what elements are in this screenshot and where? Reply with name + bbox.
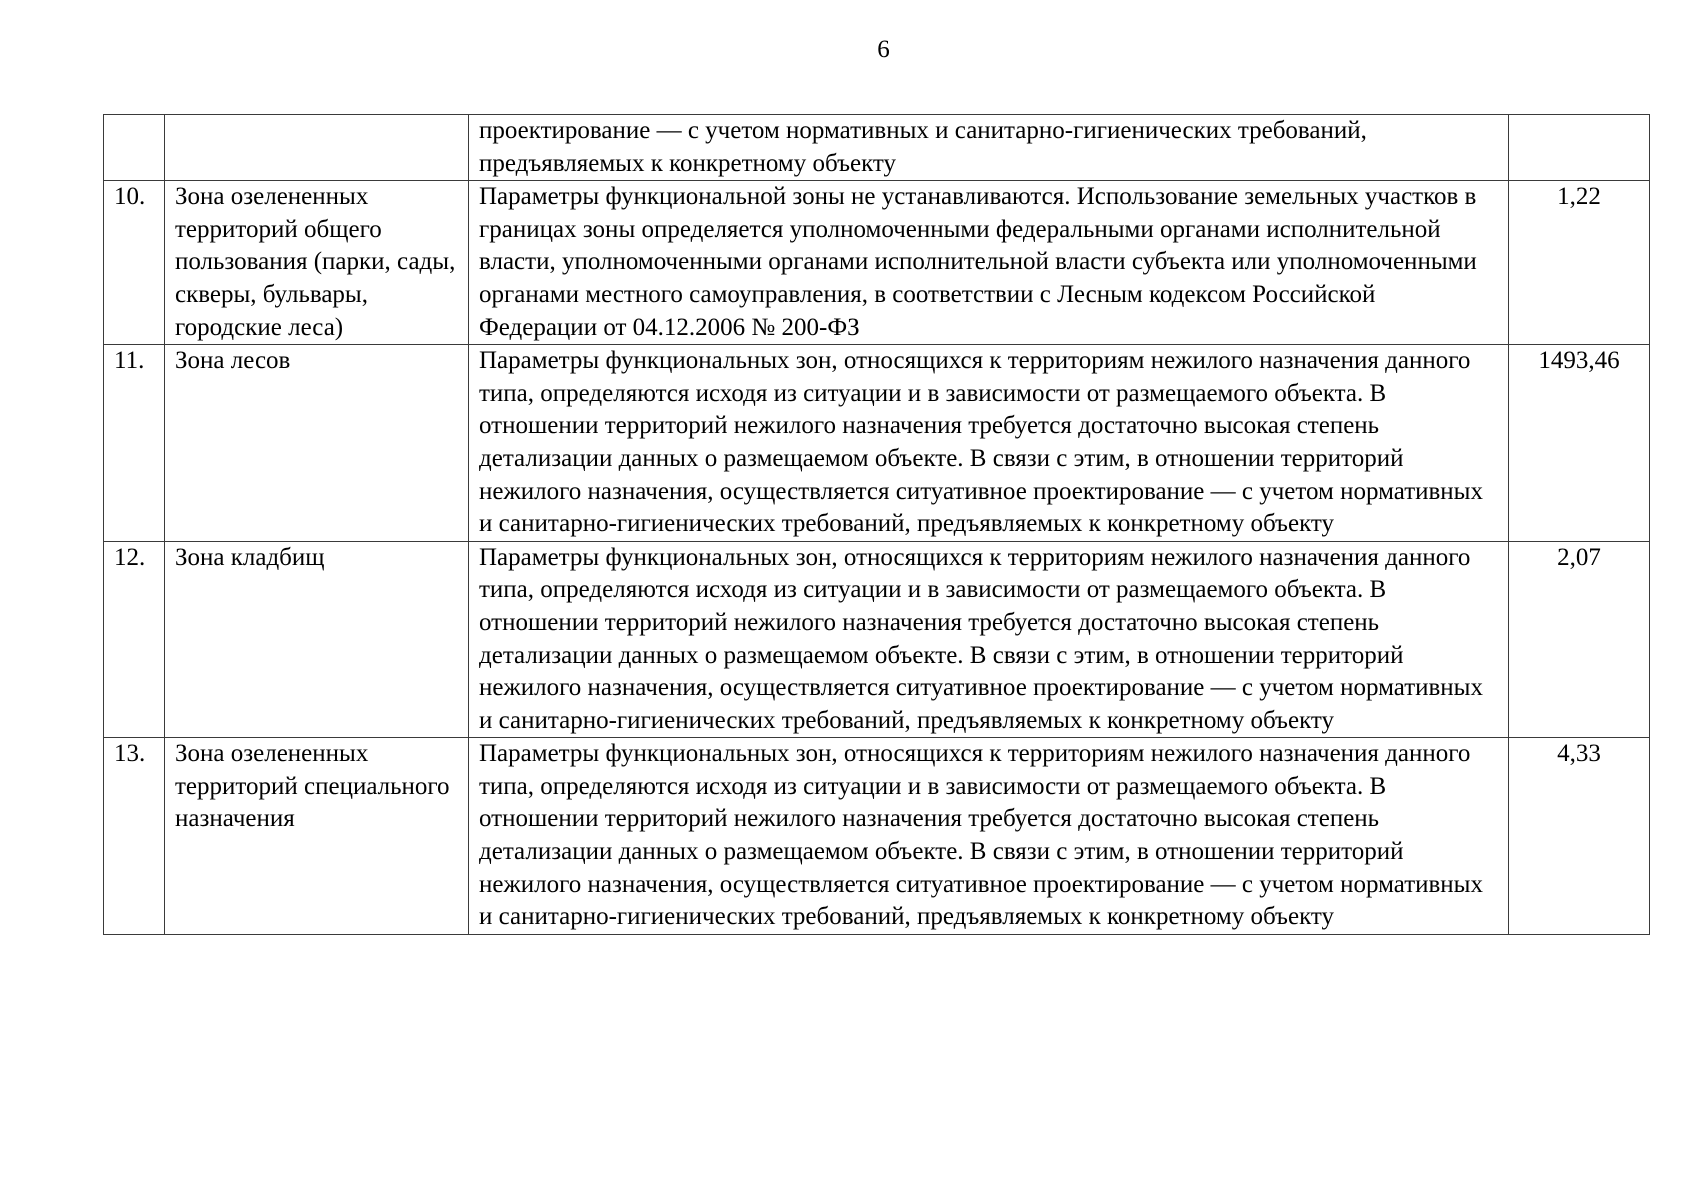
- zone-area-cell: 2,07: [1509, 541, 1650, 738]
- table-row: [104, 181, 1650, 345]
- zone-area-cell: [1509, 115, 1650, 181]
- zone-parameters-cell: Параметры функциональных зон, относящихся к территориям нежилого назначения данного типа, определяются исходя из ситуации и в зависимости от размещаемого объекта. В отношении территорий нежилого назначения требуется достаточно высокая степень детализации данных о размещаемом объекте. В связи с этим, в отношении территорий нежилого назначения, осуществляется ситуативное проектирование — с учетом нормативных и санитарно-гигиенических требований, предъявляемых к конкретному объекту: [469, 345, 1509, 542]
- row-number-cell: [104, 115, 165, 181]
- zone-name-cell: Зона озелененных территорий общего пользования (парки, сады, скверы, бульвары, городские леса): [165, 181, 469, 345]
- zone-area-cell: 1493,46: [1509, 345, 1650, 542]
- table-row: [104, 345, 1650, 542]
- zone-area-cell: 1,22: [1509, 181, 1650, 345]
- table-row: [104, 115, 1650, 181]
- zone-parameters-cell: Параметры функциональных зон, относящихся к территориям нежилого назначения данного типа, определяются исходя из ситуации и в зависимости от размещаемого объекта. В отношении территорий нежилого назначения требуется достаточно высокая степень детализации данных о размещаемом объекте. В связи с этим, в отношении территорий нежилого назначения, осуществляется ситуативное проектирование — с учетом нормативных и санитарно-гигиенических требований, предъявляемых к конкретному объекту: [469, 738, 1509, 935]
- zone-name-cell: Зона озелененных территорий специального назначения: [165, 738, 469, 935]
- zone-parameters-cell: Параметры функциональной зоны не устанавливаются. Использование земельных участков в границах зоны определяется уполномоченными федеральными органами исполнительной власти, уполномоченными органами исполнительной власти субъекта или уполномоченными органами местного самоуправления, в соответствии с Лесным кодексом Российской Федерации от 04.12.2006 № 200-ФЗ: [469, 181, 1509, 345]
- row-number-cell: 10.: [104, 181, 165, 345]
- row-number-cell: 13.: [104, 738, 165, 935]
- zone-name-cell: Зона кладбищ: [165, 541, 469, 738]
- zone-area-cell: 4,33: [1509, 738, 1650, 935]
- zone-parameters-cell: проектирование — с учетом нормативных и санитарно-гигиенических требований, предъявляемых к конкретному объекту: [469, 115, 1509, 181]
- table-row: [104, 738, 1650, 935]
- zones-table: [103, 114, 1650, 935]
- zone-name-cell: Зона лесов: [165, 345, 469, 542]
- row-number-cell: 12.: [104, 541, 165, 738]
- page-number: 6: [877, 36, 890, 63]
- row-number-cell: 11.: [104, 345, 165, 542]
- zone-parameters-cell: Параметры функциональных зон, относящихся к территориям нежилого назначения данного типа, определяются исходя из ситуации и в зависимости от размещаемого объекта. В отношении территорий нежилого назначения требуется достаточно высокая степень детализации данных о размещаемом объекте. В связи с этим, в отношении территорий нежилого назначения, осуществляется ситуативное проектирование — с учетом нормативных и санитарно-гигиенических требований, предъявляемых к конкретному объекту: [469, 541, 1509, 738]
- zone-name-cell: [165, 115, 469, 181]
- table-row: [104, 541, 1650, 738]
